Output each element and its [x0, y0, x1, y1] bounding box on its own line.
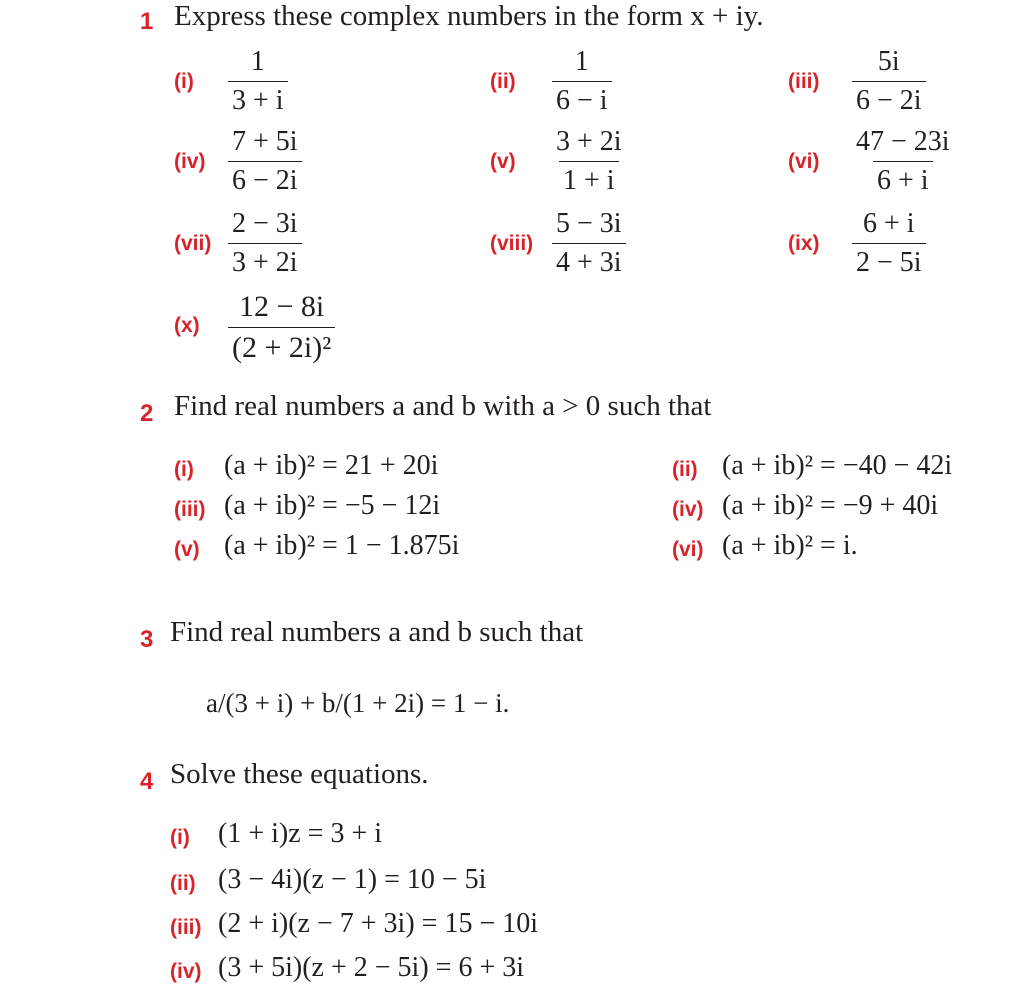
q1-item-fraction: [228, 210, 302, 277]
q1-item-fraction: [852, 210, 926, 277]
numerator: 12 − 8i: [238, 290, 325, 323]
q1-item-label: (viii): [490, 232, 534, 255]
denominator: 6 − i: [552, 81, 612, 115]
q1-item-fraction: [852, 128, 954, 195]
q4-item-label: (iii): [170, 916, 202, 939]
q1-item-fraction: [552, 210, 626, 277]
q2-item-label: (i): [174, 458, 194, 481]
q2-item-label: (v): [174, 538, 200, 561]
q2-item-label: (iv): [672, 498, 704, 521]
numerator: 3 + 2i: [556, 126, 622, 157]
q2-item-equation: (a + ib)² = 1 − 1.875i: [224, 530, 460, 561]
q1-item-label: (i): [174, 70, 194, 93]
q1-item-label: (vii): [174, 232, 212, 255]
q4-item-label: (iv): [170, 960, 202, 983]
numerator: 1: [250, 46, 265, 77]
q1-item-fraction: [852, 48, 926, 115]
numerator: 5 − 3i: [556, 208, 622, 239]
q2-item-label: (ii): [672, 458, 698, 481]
numerator: 5i: [877, 46, 900, 77]
q4-item-label: (ii): [170, 872, 196, 895]
q2-item-equation: (a + ib)² = −5 − 12i: [224, 490, 441, 521]
denominator: 6 − 2i: [228, 161, 302, 195]
q1-item-fraction: [228, 128, 302, 195]
numerator: 47 − 23i: [856, 126, 950, 157]
denominator: 6 − 2i: [852, 81, 926, 115]
q3-number: 3: [140, 626, 154, 653]
q2-item-label: (vi): [672, 538, 704, 561]
numerator: 1: [574, 46, 589, 77]
q1-text: Express these complex numbers in the form x + iy.: [174, 0, 764, 32]
q2-item-equation: (a + ib)² = −9 + 40i: [722, 490, 939, 521]
numerator: 2 − 3i: [232, 208, 298, 239]
q3-text: Find real numbers a and b such that: [170, 616, 584, 648]
q1-item-fraction: [552, 128, 626, 195]
denominator: 1 + i: [559, 161, 619, 195]
q4-item-equation: (2 + i)(z − 7 + 3i) = 15 − 10i: [218, 908, 539, 939]
q2-item-equation: (a + ib)² = i.: [722, 530, 858, 561]
q1-item-fraction: [552, 48, 612, 115]
q1-item-label: (ix): [788, 232, 820, 255]
denominator: 3 + i: [228, 81, 288, 115]
q3-equation: a/(3 + i) + b/(1 + 2i) = 1 − i.: [206, 688, 510, 718]
numerator: 7 + 5i: [232, 126, 298, 157]
q1-item-label: (v): [490, 150, 516, 173]
q2-text: Find real numbers a and b with a > 0 such that: [174, 390, 712, 422]
q4-text: Solve these equations.: [170, 758, 429, 790]
q1-item-label: (x): [174, 314, 200, 337]
q4-item-label: (i): [170, 826, 190, 849]
q4-item-equation: (3 + 5i)(z + 2 − 5i) = 6 + 3i: [218, 952, 525, 983]
denominator: (2 + 2i)²: [228, 327, 335, 363]
denominator: 6 + i: [873, 161, 933, 195]
q2-item-equation: (a + ib)² = −40 − 42i: [722, 450, 953, 481]
numerator: 6 + i: [863, 208, 915, 239]
denominator: 2 − 5i: [852, 243, 926, 277]
q1-item-label: (ii): [490, 70, 516, 93]
q4-number: 4: [140, 768, 154, 795]
q1-item-label: (vi): [788, 150, 820, 173]
q2-item-label: (iii): [174, 498, 206, 521]
q1-item-fraction: [228, 292, 335, 363]
q2-number: 2: [140, 400, 154, 427]
q4-item-equation: (3 − 4i)(z − 1) = 10 − 5i: [218, 864, 487, 895]
q1-item-label: (iv): [174, 150, 206, 173]
q2-item-equation: (a + ib)² = 21 + 20i: [224, 450, 439, 481]
q1-item-label: (iii): [788, 70, 820, 93]
denominator: 4 + 3i: [552, 243, 626, 277]
q1-item-fraction: [228, 48, 288, 115]
q4-item-equation: (1 + i)z = 3 + i: [218, 818, 383, 849]
q1-number: 1: [140, 8, 154, 35]
denominator: 3 + 2i: [228, 243, 302, 277]
